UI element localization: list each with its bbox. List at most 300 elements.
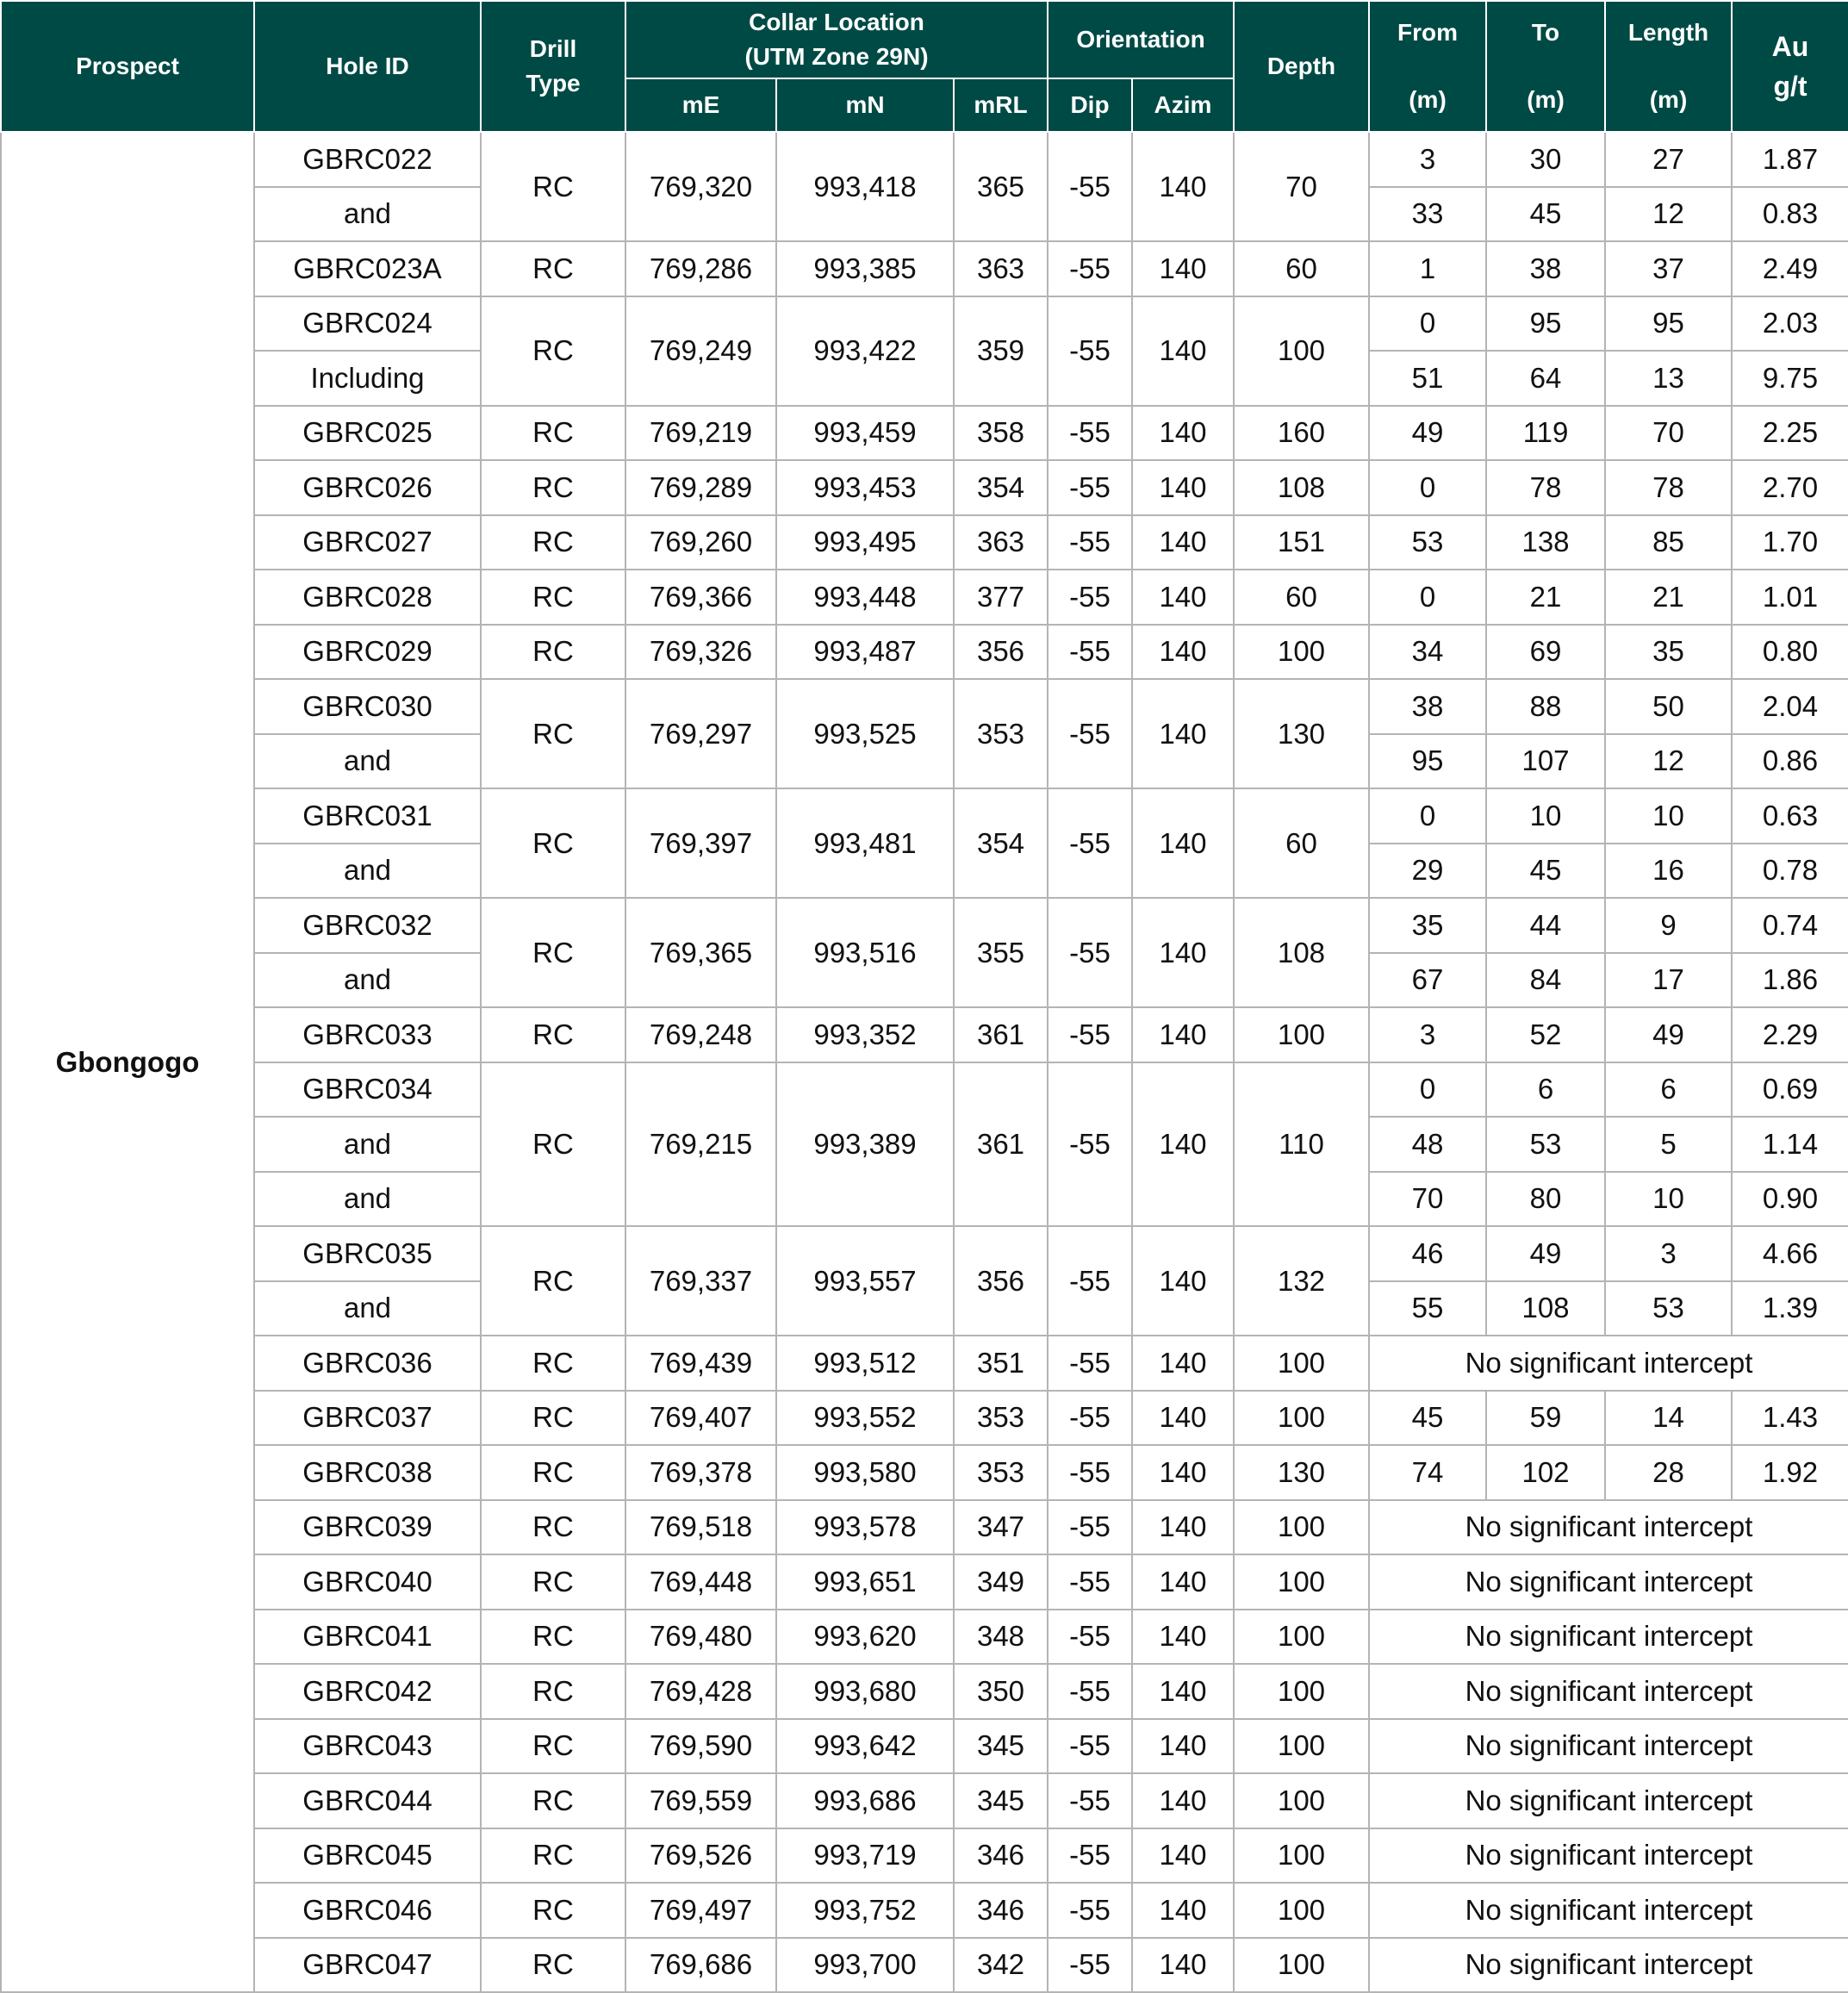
header-to-label: To [1531,19,1560,46]
me-cell: 769,686 [625,1938,776,1993]
drill-type-cell: RC [481,898,625,1007]
dip-cell: -55 [1048,1719,1132,1774]
hole-id-cell: GBRC030 [254,679,481,734]
depth-cell: 100 [1234,1828,1369,1884]
azim-cell: 140 [1132,1500,1234,1555]
header-au [1732,1,1848,132]
length-cell: 50 [1605,679,1732,734]
mrl-cell: 353 [954,1445,1048,1500]
hole-id-cell: GBRC022 [254,132,481,187]
no-intercept-cell: No significant intercept [1369,1773,1848,1828]
header-orientation: Orientation [1048,1,1234,78]
table-row [1,132,1848,187]
mrl-cell: 354 [954,460,1048,515]
table-row [1,1773,1848,1828]
header-length-unit: (m) [1649,86,1688,113]
dip-cell: -55 [1048,1554,1132,1610]
au-cell: 0.78 [1732,844,1848,899]
depth-cell: 108 [1234,898,1369,1007]
mn-cell: 993,385 [776,241,954,296]
dip-cell: -55 [1048,679,1132,788]
me-cell: 769,428 [625,1664,776,1719]
to-cell: 84 [1486,953,1605,1008]
no-intercept-cell: No significant intercept [1369,1828,1848,1884]
mrl-cell: 354 [954,788,1048,898]
table-row [1,1007,1848,1062]
table-row [1,1500,1848,1555]
azim-cell: 140 [1132,1554,1234,1610]
prospect-cell: Gbongogo [1,132,254,1992]
table-row [1,1828,1848,1884]
mrl-cell: 349 [954,1554,1048,1610]
to-cell: 95 [1486,296,1605,352]
azim-cell: 140 [1132,1391,1234,1446]
drill-type-cell: RC [481,1828,625,1884]
depth-cell: 130 [1234,679,1369,788]
mn-cell: 993,680 [776,1664,954,1719]
length-cell: 10 [1605,788,1732,844]
to-cell: 10 [1486,788,1605,844]
me-cell: 769,286 [625,241,776,296]
au-cell: 1.86 [1732,953,1848,1008]
azim-cell: 140 [1132,1610,1234,1665]
depth-cell: 60 [1234,570,1369,625]
azim-cell: 140 [1132,1226,1234,1336]
from-cell: 70 [1369,1172,1486,1227]
length-cell: 85 [1605,515,1732,570]
no-intercept-cell: No significant intercept [1369,1554,1848,1610]
au-cell: 1.70 [1732,515,1848,570]
header-dip: Dip [1048,78,1132,132]
mn-cell: 993,700 [776,1938,954,1993]
from-cell: 3 [1369,1007,1486,1062]
length-cell: 13 [1605,351,1732,406]
table-row [1,1883,1848,1938]
hole-id-cell: and [254,1117,481,1172]
me-cell: 769,407 [625,1391,776,1446]
azim-cell: 140 [1132,460,1234,515]
table-row [1,625,1848,680]
header-azim: Azim [1132,78,1234,132]
no-intercept-cell: No significant intercept [1369,1719,1848,1774]
depth-cell: 100 [1234,625,1369,680]
depth-cell: 100 [1234,1007,1369,1062]
mrl-cell: 347 [954,1500,1048,1555]
azim-cell: 140 [1132,1773,1234,1828]
au-cell: 1.43 [1732,1391,1848,1446]
depth-cell: 100 [1234,1554,1369,1610]
mrl-cell: 361 [954,1007,1048,1062]
dip-cell: -55 [1048,570,1132,625]
to-cell: 88 [1486,679,1605,734]
drill-type-cell: RC [481,1719,625,1774]
me-cell: 769,518 [625,1500,776,1555]
au-cell: 1.01 [1732,570,1848,625]
hole-id-cell: GBRC045 [254,1828,481,1884]
mrl-cell: 345 [954,1719,1048,1774]
from-cell: 0 [1369,460,1486,515]
mn-cell: 993,487 [776,625,954,680]
depth-cell: 108 [1234,460,1369,515]
mrl-cell: 363 [954,515,1048,570]
length-cell: 78 [1605,460,1732,515]
hole-id-cell: and [254,734,481,789]
me-cell: 769,526 [625,1828,776,1884]
me-cell: 769,215 [625,1062,776,1227]
mn-cell: 993,481 [776,788,954,898]
dip-cell: -55 [1048,1391,1132,1446]
length-cell: 21 [1605,570,1732,625]
from-cell: 33 [1369,187,1486,242]
mn-cell: 993,525 [776,679,954,788]
to-cell: 107 [1486,734,1605,789]
table-row [1,1938,1848,1993]
depth-cell: 100 [1234,1391,1369,1446]
mrl-cell: 353 [954,679,1048,788]
hole-id-cell: GBRC037 [254,1391,481,1446]
me-cell: 769,248 [625,1007,776,1062]
length-cell: 14 [1605,1391,1732,1446]
dip-cell: -55 [1048,1610,1132,1665]
mn-cell: 993,352 [776,1007,954,1062]
from-cell: 55 [1369,1281,1486,1336]
hole-id-cell: GBRC031 [254,788,481,844]
drill-type-cell: RC [481,788,625,898]
azim-cell: 140 [1132,1883,1234,1938]
azim-cell: 140 [1132,1664,1234,1719]
me-cell: 769,249 [625,296,776,406]
table-row [1,898,1848,953]
mrl-cell: 361 [954,1062,1048,1227]
hole-id-cell: GBRC035 [254,1226,481,1281]
dip-cell: -55 [1048,1007,1132,1062]
au-cell: 1.39 [1732,1281,1848,1336]
header-from-label: From [1397,19,1458,46]
dip-cell: -55 [1048,788,1132,898]
mn-cell: 993,512 [776,1336,954,1391]
mrl-cell: 346 [954,1828,1048,1884]
mn-cell: 993,642 [776,1719,954,1774]
table-row [1,1610,1848,1665]
table-row [1,1391,1848,1446]
header-au-line1: Au [1771,31,1809,62]
header-mrl: mRL [954,78,1048,132]
length-cell: 3 [1605,1226,1732,1281]
mn-cell: 993,418 [776,132,954,241]
no-intercept-cell: No significant intercept [1369,1336,1848,1391]
dip-cell: -55 [1048,132,1132,241]
me-cell: 769,480 [625,1610,776,1665]
hole-id-cell: GBRC024 [254,296,481,352]
drill-type-cell: RC [481,625,625,680]
drill-type-cell: RC [481,1938,625,1993]
hole-id-cell: GBRC029 [254,625,481,680]
azim-cell: 140 [1132,515,1234,570]
drill-type-cell: RC [481,460,625,515]
no-intercept-cell: No significant intercept [1369,1500,1848,1555]
table-row [1,406,1848,461]
mn-cell: 993,552 [776,1391,954,1446]
mn-cell: 993,580 [776,1445,954,1500]
from-cell: 49 [1369,406,1486,461]
mn-cell: 993,752 [776,1883,954,1938]
from-cell: 95 [1369,734,1486,789]
dip-cell: -55 [1048,898,1132,1007]
mrl-cell: 350 [954,1664,1048,1719]
mrl-cell: 377 [954,570,1048,625]
to-cell: 108 [1486,1281,1605,1336]
to-cell: 64 [1486,351,1605,406]
header-hole-id: Hole ID [254,1,481,132]
header-from-unit: (m) [1409,86,1447,113]
table-row [1,460,1848,515]
table-row [1,1062,1848,1118]
drill-type-cell: RC [481,1336,625,1391]
au-cell: 2.03 [1732,296,1848,352]
drill-type-cell: RC [481,1883,625,1938]
mrl-cell: 345 [954,1773,1048,1828]
azim-cell: 140 [1132,1719,1234,1774]
depth-cell: 160 [1234,406,1369,461]
hole-id-cell: and [254,844,481,899]
mrl-cell: 359 [954,296,1048,406]
no-intercept-cell: No significant intercept [1369,1610,1848,1665]
dip-cell: -55 [1048,1883,1132,1938]
table-row [1,1445,1848,1500]
au-cell: 0.86 [1732,734,1848,789]
me-cell: 769,590 [625,1719,776,1774]
hole-id-cell: GBRC025 [254,406,481,461]
from-cell: 51 [1369,351,1486,406]
from-cell: 35 [1369,898,1486,953]
me-cell: 769,448 [625,1554,776,1610]
length-cell: 95 [1605,296,1732,352]
table-row [1,788,1848,844]
hole-id-cell: GBRC032 [254,898,481,953]
to-cell: 52 [1486,1007,1605,1062]
mrl-cell: 356 [954,625,1048,680]
mrl-cell: 342 [954,1938,1048,1993]
length-cell: 10 [1605,1172,1732,1227]
length-cell: 70 [1605,406,1732,461]
table-row [1,570,1848,625]
hole-id-cell: GBRC039 [254,1500,481,1555]
depth-cell: 100 [1234,1500,1369,1555]
dip-cell: -55 [1048,1828,1132,1884]
hole-id-cell: GBRC026 [254,460,481,515]
to-cell: 53 [1486,1117,1605,1172]
au-cell: 0.83 [1732,187,1848,242]
length-cell: 6 [1605,1062,1732,1118]
dip-cell: -55 [1048,1938,1132,1993]
dip-cell: -55 [1048,1445,1132,1500]
to-cell: 59 [1486,1391,1605,1446]
length-cell: 28 [1605,1445,1732,1500]
me-cell: 769,219 [625,406,776,461]
mn-cell: 993,453 [776,460,954,515]
au-cell: 2.29 [1732,1007,1848,1062]
from-cell: 74 [1369,1445,1486,1500]
drill-type-cell: RC [481,1062,625,1227]
header-depth: Depth [1234,1,1369,132]
from-cell: 0 [1369,570,1486,625]
depth-cell: 130 [1234,1445,1369,1500]
mn-cell: 993,389 [776,1062,954,1227]
length-cell: 53 [1605,1281,1732,1336]
hole-id-cell: GBRC047 [254,1938,481,1993]
mrl-cell: 365 [954,132,1048,241]
me-cell: 769,366 [625,570,776,625]
mn-cell: 993,719 [776,1828,954,1884]
hole-id-cell: GBRC028 [254,570,481,625]
depth-cell: 100 [1234,1773,1369,1828]
au-cell: 2.70 [1732,460,1848,515]
header-drill-type-line2: Type [526,70,581,97]
hole-id-cell: GBRC040 [254,1554,481,1610]
azim-cell: 140 [1132,1938,1234,1993]
mn-cell: 993,448 [776,570,954,625]
hole-id-cell: and [254,953,481,1008]
to-cell: 49 [1486,1226,1605,1281]
mn-cell: 993,495 [776,515,954,570]
mn-cell: 993,459 [776,406,954,461]
to-cell: 102 [1486,1445,1605,1500]
drill-type-cell: RC [481,1610,625,1665]
header-au-line2: g/t [1773,71,1808,102]
length-cell: 16 [1605,844,1732,899]
drill-type-cell: RC [481,1773,625,1828]
to-cell: 78 [1486,460,1605,515]
dip-cell: -55 [1048,1062,1132,1227]
hole-id-cell: GBRC036 [254,1336,481,1391]
from-cell: 46 [1369,1226,1486,1281]
length-cell: 37 [1605,241,1732,296]
to-cell: 119 [1486,406,1605,461]
azim-cell: 140 [1132,898,1234,1007]
dip-cell: -55 [1048,1226,1132,1336]
header-mn: mN [776,78,954,132]
mrl-cell: 353 [954,1391,1048,1446]
depth-cell: 100 [1234,1938,1369,1993]
from-cell: 3 [1369,132,1486,187]
azim-cell: 140 [1132,1007,1234,1062]
azim-cell: 140 [1132,1062,1234,1227]
au-cell: 0.90 [1732,1172,1848,1227]
hole-id-cell: and [254,1172,481,1227]
me-cell: 769,365 [625,898,776,1007]
depth-cell: 60 [1234,241,1369,296]
depth-cell: 100 [1234,1883,1369,1938]
header-collar-location-line1: Collar Location [749,9,924,35]
from-cell: 0 [1369,296,1486,352]
mn-cell: 993,651 [776,1554,954,1610]
drill-type-cell: RC [481,679,625,788]
header-from [1369,1,1486,132]
depth-cell: 60 [1234,788,1369,898]
dip-cell: -55 [1048,1664,1132,1719]
hole-id-cell: and [254,1281,481,1336]
hole-id-cell: and [254,187,481,242]
me-cell: 769,497 [625,1883,776,1938]
drill-type-cell: RC [481,132,625,241]
to-cell: 80 [1486,1172,1605,1227]
au-cell: 0.69 [1732,1062,1848,1118]
dip-cell: -55 [1048,1500,1132,1555]
no-intercept-cell: No significant intercept [1369,1883,1848,1938]
me-cell: 769,260 [625,515,776,570]
length-cell: 5 [1605,1117,1732,1172]
azim-cell: 140 [1132,132,1234,241]
to-cell: 138 [1486,515,1605,570]
table-row [1,1226,1848,1281]
dip-cell: -55 [1048,515,1132,570]
hole-id-cell: GBRC034 [254,1062,481,1118]
depth-cell: 100 [1234,1336,1369,1391]
mrl-cell: 346 [954,1883,1048,1938]
table-row [1,1664,1848,1719]
from-cell: 48 [1369,1117,1486,1172]
azim-cell: 140 [1132,1828,1234,1884]
mrl-cell: 356 [954,1226,1048,1336]
dip-cell: -55 [1048,241,1132,296]
depth-cell: 100 [1234,296,1369,406]
length-cell: 27 [1605,132,1732,187]
from-cell: 1 [1369,241,1486,296]
depth-cell: 132 [1234,1226,1369,1336]
header-to-unit: (m) [1527,86,1565,113]
from-cell: 67 [1369,953,1486,1008]
au-cell: 2.49 [1732,241,1848,296]
dip-cell: -55 [1048,625,1132,680]
header-collar-location [625,1,1048,78]
table-row [1,241,1848,296]
from-cell: 0 [1369,1062,1486,1118]
mrl-cell: 358 [954,406,1048,461]
mn-cell: 993,516 [776,898,954,1007]
header-collar-location-line2: (UTM Zone 29N) [744,43,929,70]
au-cell: 2.04 [1732,679,1848,734]
hole-id-cell: GBRC027 [254,515,481,570]
from-cell: 38 [1369,679,1486,734]
to-cell: 30 [1486,132,1605,187]
mrl-cell: 348 [954,1610,1048,1665]
au-cell: 0.63 [1732,788,1848,844]
au-cell: 1.87 [1732,132,1848,187]
mn-cell: 993,578 [776,1500,954,1555]
me-cell: 769,326 [625,625,776,680]
azim-cell: 140 [1132,241,1234,296]
mrl-cell: 363 [954,241,1048,296]
mrl-cell: 351 [954,1336,1048,1391]
dip-cell: -55 [1048,296,1132,406]
dip-cell: -55 [1048,1773,1132,1828]
mn-cell: 993,557 [776,1226,954,1336]
azim-cell: 140 [1132,1445,1234,1500]
au-cell: 2.25 [1732,406,1848,461]
azim-cell: 140 [1132,406,1234,461]
hole-id-cell: GBRC033 [254,1007,481,1062]
au-cell: 1.92 [1732,1445,1848,1500]
table-header [1,1,1848,132]
from-cell: 53 [1369,515,1486,570]
hole-id-cell: GBRC041 [254,1610,481,1665]
au-cell: 0.80 [1732,625,1848,680]
drill-type-cell: RC [481,1500,625,1555]
header-length-label: Length [1627,19,1709,46]
table-row [1,1336,1848,1391]
length-cell: 9 [1605,898,1732,953]
me-cell: 769,439 [625,1336,776,1391]
